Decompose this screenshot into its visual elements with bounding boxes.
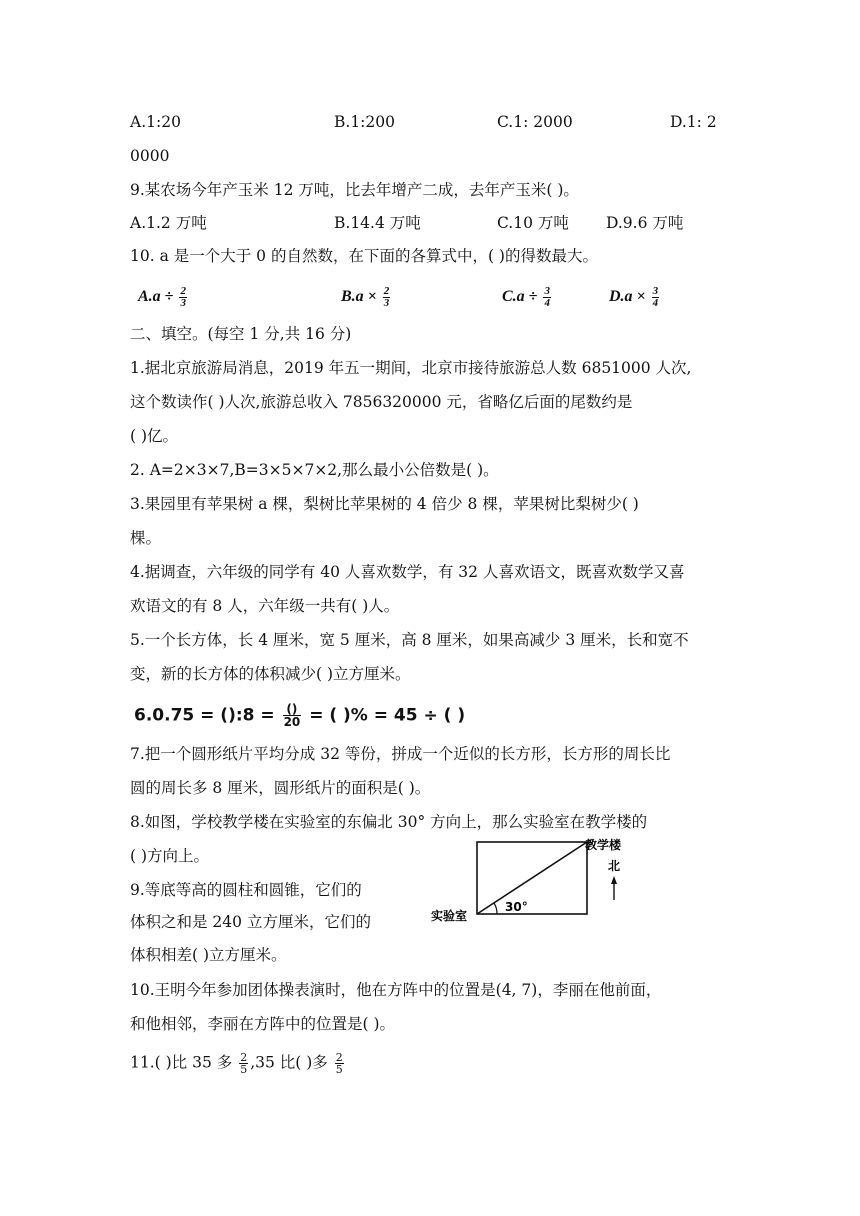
- north-arrow-head: [611, 876, 617, 884]
- fill8-line1: 8.如图，学校教学楼在实验室的东偏北 30° 方向上，那么实验室在教学楼的: [130, 813, 648, 831]
- fill1-line2: 这个数读作( )人次,旅游总收入 7856320000 元，省略亿后面的尾数约是: [130, 393, 633, 411]
- q9-option-a: A.1.2 万吨: [130, 214, 207, 232]
- fill9-line3: 体积相差( )立方厘米。: [130, 946, 287, 964]
- fill2: 2. A=2×3×7,B=3×5×7×2,那么最小公倍数是( )。: [130, 461, 499, 479]
- q10-stem: 10. a 是一个大于 0 的自然数，在下面的各算式中，( )的得数最大。: [130, 247, 598, 265]
- fill3-line2: 棵。: [130, 529, 162, 547]
- q10-option-a: A.a ÷ $\frac{2}{3}$: [138, 285, 186, 309]
- fill8-line2: ( )方向上。: [130, 847, 210, 865]
- q10-option-c: C.a ÷ $\frac{3}{4}$: [502, 285, 550, 309]
- q8-option-a: A.1:20: [130, 113, 181, 131]
- q9-option-c: C.10 万吨: [497, 214, 569, 232]
- fill5-line2: 变，新的长方体的体积减少( )立方厘米。: [130, 665, 411, 683]
- fraction: $\frac{3}{4}$: [544, 285, 550, 309]
- fill10-line2: 和他相邻，李丽在方阵中的位置是( )。: [130, 1015, 396, 1033]
- fill7-line1: 7.把一个圆形纸片平均分成 32 等份，拼成一个近似的长方形，长方形的周长比: [130, 745, 671, 763]
- fraction: $\frac{()}{20}$: [283, 702, 301, 729]
- q9-stem: 9.某农场今年产玉米 12 万吨，比去年增产二成，去年产玉米( )。: [130, 181, 579, 199]
- fraction: $\frac{2}{3}$: [180, 285, 186, 309]
- direction-diagram: [425, 832, 635, 932]
- q9-option-d: D.9.6 万吨: [606, 214, 684, 232]
- fill7-line2: 圆的周长多 8 厘米，圆形纸片的面积是( )。: [130, 779, 431, 797]
- fill6-expression: 6.0.75 = ():8 = $\frac{()}{20}$ = ( )% = 45 ÷ ( ): [134, 702, 466, 729]
- q10-option-d: D.a × $\frac{3}{4}$: [609, 285, 659, 309]
- fill11: 11.( )比 35 多 $\frac{2}{5}$ ,35 比( )多 $\frac{2}{5}$: [130, 1051, 343, 1076]
- label-building: 教学楼: [585, 838, 622, 852]
- fill9-line2: 体积之和是 240 立方厘米，它们的: [130, 913, 371, 931]
- label-lab: 实验室: [431, 909, 468, 923]
- fraction: $\frac{2}{3}$: [383, 285, 390, 309]
- q9-option-b: B.14.4 万吨: [334, 214, 421, 232]
- q8-option-c: C.1: 2000: [497, 113, 573, 131]
- fill10-line1: 10.王明今年参加团体操表演时，他在方阵中的位置是(4, 7)，李丽在他前面，: [130, 981, 662, 999]
- fill9-line1: 9.等底等高的圆柱和圆锥，它们的: [130, 881, 362, 899]
- fraction: $\frac{2}{5}$: [335, 1051, 343, 1076]
- label-north: 北: [608, 859, 621, 873]
- q8-option-b: B.1:200: [334, 113, 395, 131]
- fill3-line1: 3.果园里有苹果树 a 棵，梨树比苹果树的 4 倍少 8 棵，苹果树比梨树少( ): [130, 495, 639, 513]
- fill1-line3: ( )亿。: [130, 427, 179, 445]
- label-angle: 30°: [505, 900, 528, 914]
- q8-option-d-continued: 0000: [130, 147, 170, 165]
- diagram-diagonal: [477, 842, 587, 914]
- q10-option-b: B.a × $\frac{2}{3}$: [341, 285, 390, 309]
- fill1-line1: 1.据北京旅游局消息，2019 年五一期间，北京市接待旅游总人数 6851000 人次,: [130, 359, 692, 377]
- fill4-line2: 欢语文的有 8 人，六年级一共有( )人。: [130, 597, 400, 615]
- section-title: 二、填空。(每空 1 分,共 16 分): [130, 325, 352, 343]
- fill4-line1: 4.据调查，六年级的同学有 40 人喜欢数学，有 32 人喜欢语文，既喜欢数学又喜: [130, 563, 685, 581]
- fraction: $\frac{2}{5}$: [240, 1051, 248, 1076]
- diagram-svg: [425, 832, 635, 932]
- angle-arc: [494, 903, 497, 914]
- fill5-line1: 5.一个长方体，长 4 厘米，宽 5 厘米，高 8 厘米，如果高减少 3 厘米，长和宽不: [130, 631, 689, 649]
- fraction: $\frac{3}{4}$: [652, 285, 659, 309]
- q8-option-d: D.1: 2: [670, 113, 717, 131]
